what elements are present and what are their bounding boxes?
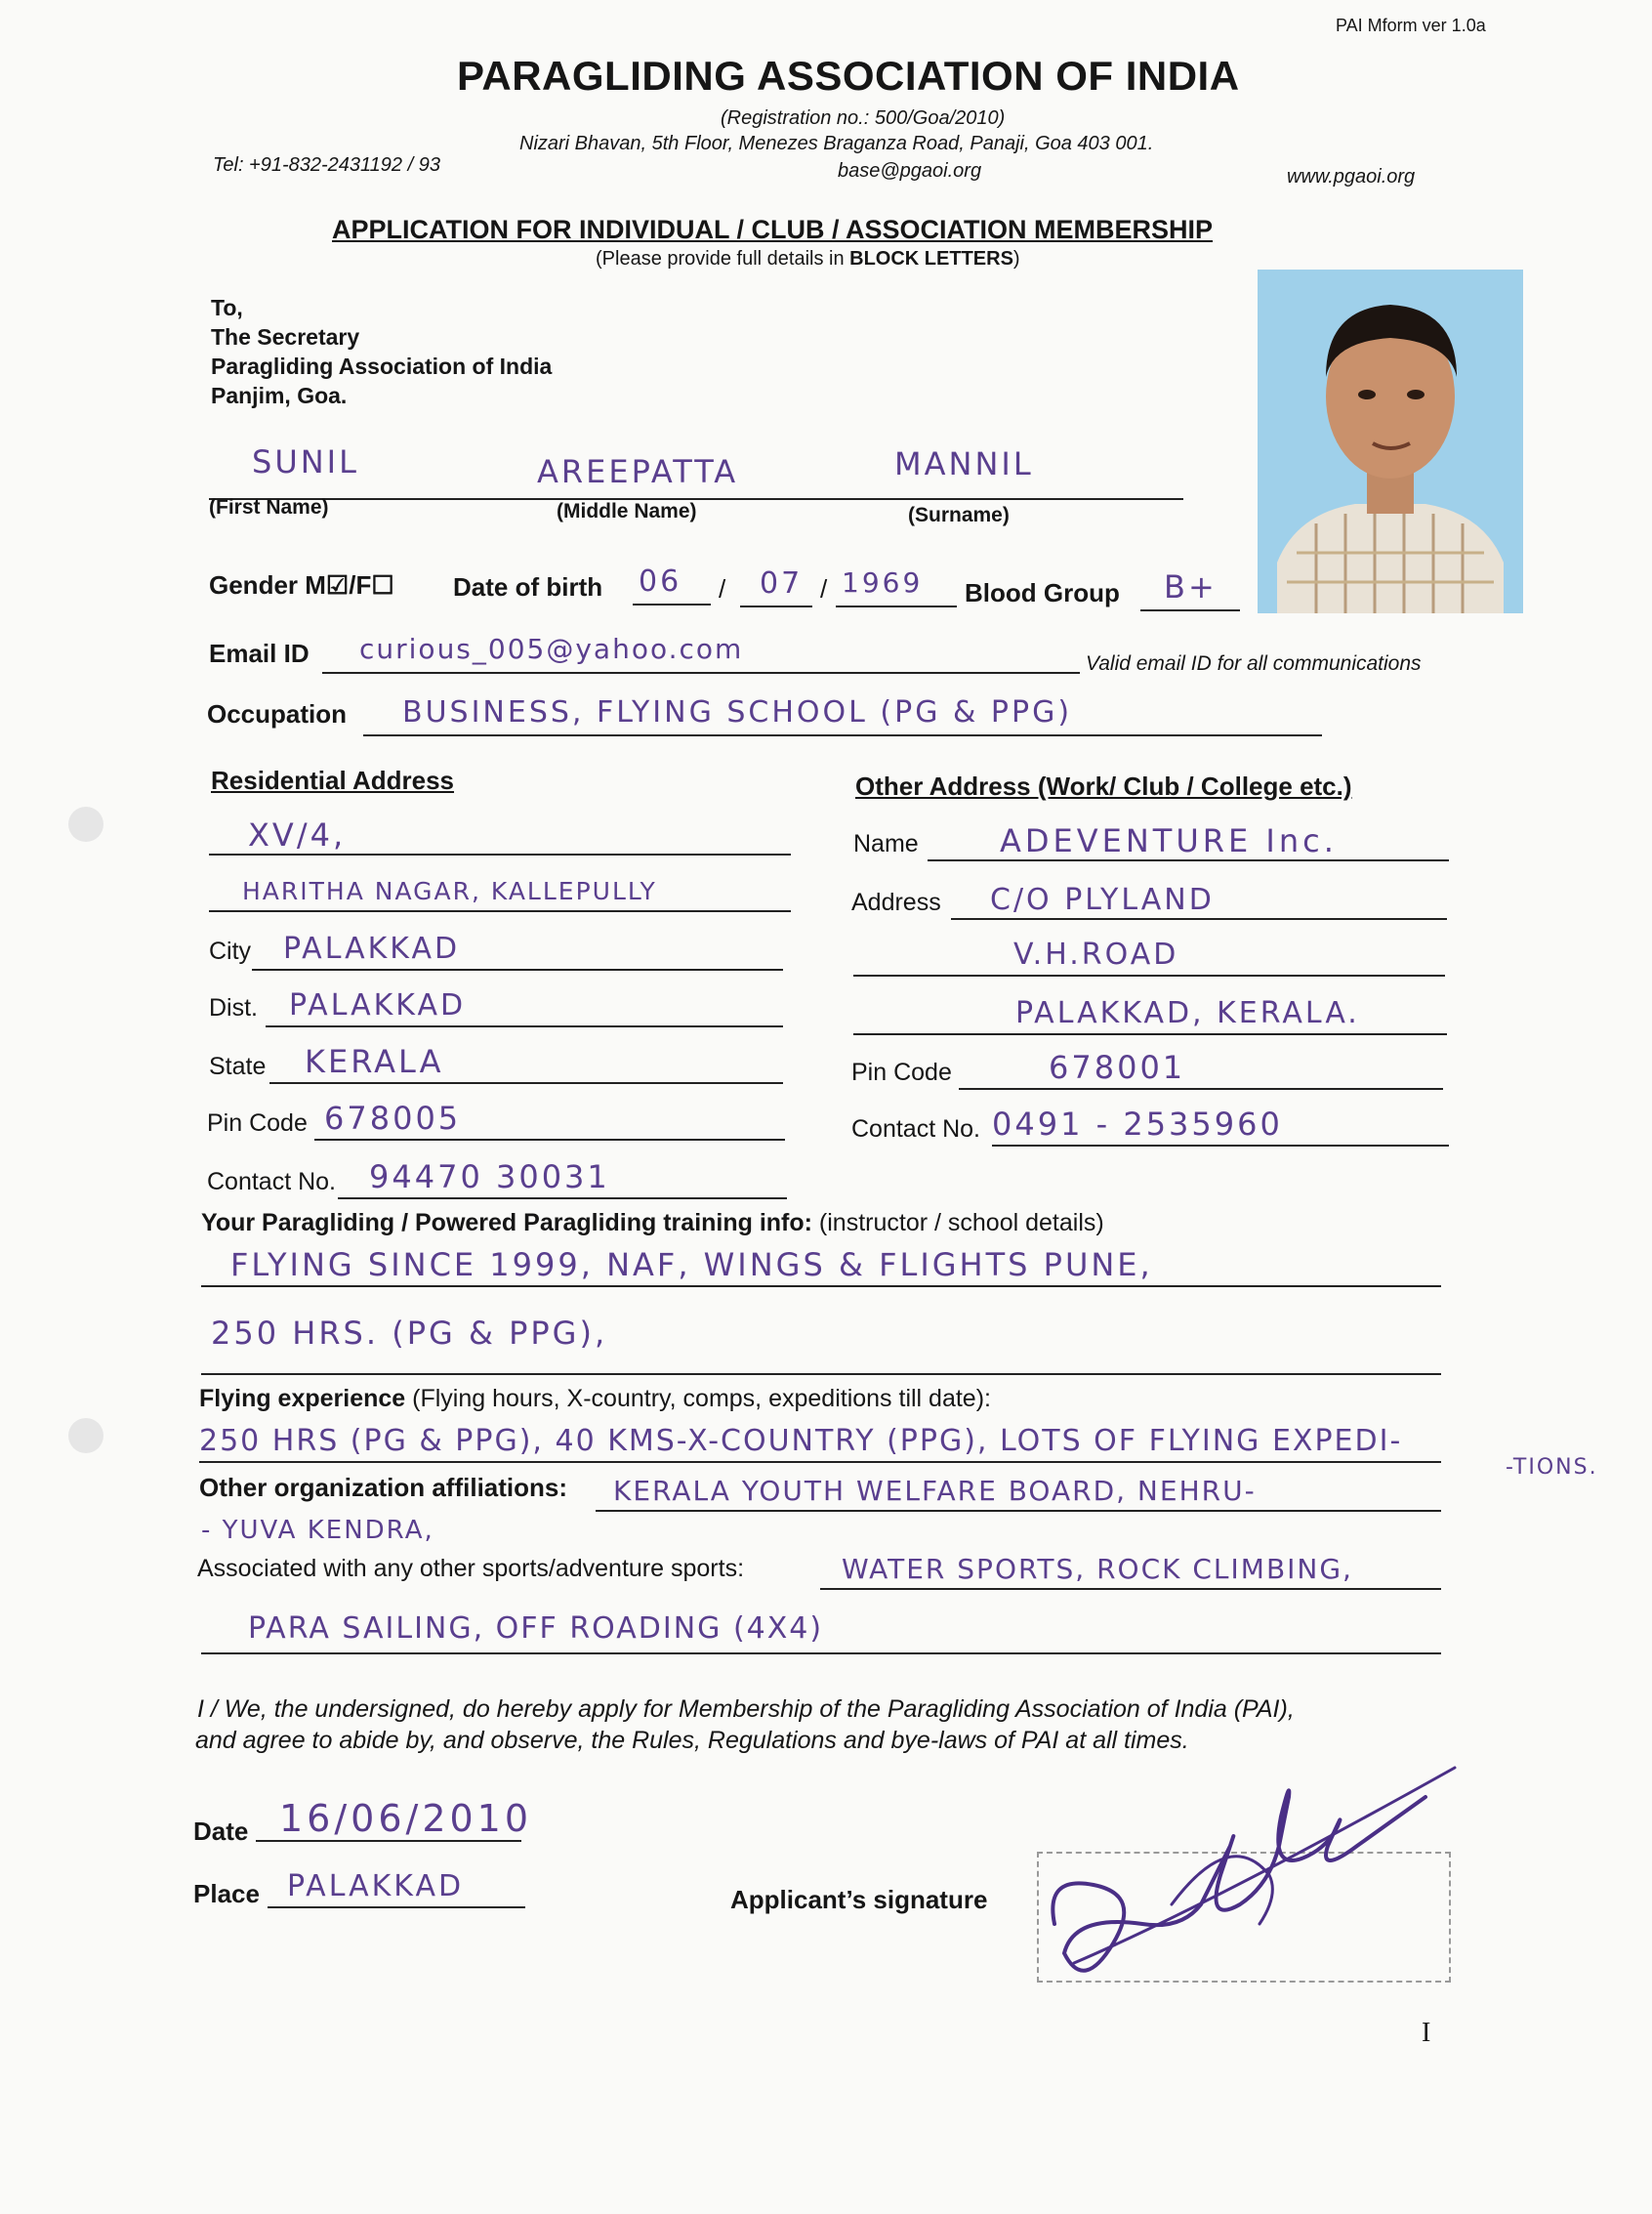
date-label: Date	[193, 1817, 249, 1846]
training-line-2-value: 250 HRS. (PG & PPG),	[211, 1315, 608, 1352]
dist-underline	[266, 1025, 783, 1027]
first-name-label: (First Name)	[209, 496, 329, 519]
other-address-line-3-value: PALAKKAD, KERALA.	[1015, 996, 1360, 1030]
sports-label: Associated with any other sports/adventure sports:	[197, 1555, 745, 1582]
occupation-underline	[363, 734, 1322, 736]
city-underline	[252, 969, 783, 971]
middle-name-value: AREEPATTA	[537, 453, 739, 490]
residential-heading: Residential Address	[211, 766, 455, 795]
addressee-line-3: Panjim, Goa.	[211, 383, 348, 408]
training-line-2-underline	[201, 1373, 1441, 1375]
experience-line-1-continuation: -TIONS.	[1506, 1455, 1598, 1480]
punch-hole-top	[68, 807, 103, 842]
residential-contact-value: 94470 30031	[369, 1158, 610, 1195]
training-line-1-value: FLYING SINCE 1999, NAF, WINGS & FLIGHTS PUNE,	[230, 1246, 1153, 1283]
residential-line-1-value: XV/4,	[248, 816, 347, 854]
dob-year-underline	[836, 606, 957, 607]
form-title: APPLICATION FOR INDIVIDUAL / CLUB / ASSOCIATION MEMBERSHIP	[332, 215, 1214, 244]
org-telephone: Tel: +91-832-2431192 / 93	[213, 154, 440, 176]
experience-label: Flying experience (Flying hours, X-country, comps, expeditions till date):	[199, 1385, 991, 1412]
state-underline	[269, 1082, 783, 1084]
org-address: Nizari Bhavan, 5th Floor, Menezes Braganza Road, Panaji, Goa 403 001.	[519, 133, 1154, 154]
applicant-signature	[1035, 1758, 1465, 2012]
gender-male-checkbox[interactable]: ☑	[325, 570, 350, 600]
other-name-label: Name	[853, 830, 919, 857]
email-label: Email ID	[209, 639, 310, 668]
city-value: PALAKKAD	[283, 932, 461, 966]
org-name: PARAGLIDING ASSOCIATION OF INDIA	[457, 53, 1240, 99]
form-version: PAI Mform ver 1.0a	[1336, 16, 1486, 35]
form-instruction: (Please provide full details in BLOCK LETTERS)	[596, 248, 1020, 270]
dob-month-value: 07	[760, 566, 804, 601]
state-label: State	[209, 1053, 267, 1080]
affiliations-line-1-value: KERALA YOUTH WELFARE BOARD, NEHRU-	[613, 1475, 1257, 1507]
occupation-value: BUSINESS, FLYING SCHOOL (PG & PPG)	[402, 695, 1073, 730]
affiliations-label: Other organization affiliations:	[199, 1473, 568, 1502]
dob-day-underline	[633, 604, 711, 606]
residential-line-2-underline	[209, 910, 791, 912]
training-label: Your Paragliding / Powered Paragliding training info: (instructor / school details)	[201, 1209, 1104, 1236]
dob-day-value: 06	[639, 564, 682, 599]
city-label: City	[209, 938, 252, 965]
occupation-label: Occupation	[207, 699, 348, 729]
training-line-1-underline	[201, 1285, 1441, 1287]
gender-label: Gender M☑/F☐	[209, 570, 394, 600]
surname-value: MANNIL	[894, 445, 1034, 482]
residential-pin-value: 678005	[324, 1100, 462, 1137]
experience-line-1-value: 250 HRS (PG & PPG), 40 KMS-X-COUNTRY (PPG), LOTS OF FLYING EXPEDI-	[199, 1424, 1403, 1458]
other-address-line-1-underline	[951, 918, 1447, 920]
punch-hole-bottom	[68, 1418, 103, 1453]
declaration-line-2: and agree to abide by, and observe, the Rules, Regulations and bye-laws of PAI at all times.	[195, 1727, 1189, 1754]
registration-number: (Registration no.: 500/Goa/2010)	[721, 107, 1006, 129]
residential-pin-underline	[314, 1139, 785, 1141]
place-value: PALAKKAD	[287, 1869, 465, 1903]
residential-pin-label: Pin Code	[207, 1109, 308, 1137]
blood-group-underline	[1140, 609, 1240, 611]
sports-line-2-underline	[201, 1652, 1441, 1654]
addressee-to: To,	[211, 295, 243, 320]
blood-group-label: Blood Group	[965, 578, 1120, 607]
residential-contact-underline	[338, 1197, 787, 1199]
sports-line-1-underline	[820, 1588, 1441, 1590]
other-address-line-3-underline	[853, 1033, 1447, 1035]
other-contact-underline	[992, 1145, 1449, 1147]
applicant-photo	[1258, 270, 1523, 613]
addressee-line-1: The Secretary	[211, 324, 360, 350]
applicant-portrait-illustration	[1258, 270, 1523, 613]
org-website: www.pgaoi.org	[1287, 166, 1416, 188]
other-address-line-1-value: C/O PLYLAND	[990, 883, 1215, 917]
signature-label: Applicant’s signature	[730, 1885, 988, 1914]
residential-line-2-value: HARITHA NAGAR, KALLEPULLY	[242, 877, 657, 905]
place-label: Place	[193, 1879, 260, 1908]
dob-separator-2: /	[820, 574, 828, 604]
dist-value: PALAKKAD	[289, 988, 467, 1023]
dob-month-underline	[740, 606, 812, 607]
sports-line-1-value: WATER SPORTS, ROCK CLIMBING,	[842, 1553, 1353, 1585]
email-note: Valid email ID for all communications	[1086, 652, 1422, 675]
affiliations-line-2-value: - YUVA KENDRA,	[201, 1516, 434, 1545]
dist-label: Dist.	[209, 994, 258, 1022]
blood-group-value: B+	[1164, 568, 1218, 606]
surname-label: (Surname)	[908, 504, 1010, 526]
other-pin-value: 678001	[1049, 1049, 1186, 1086]
date-value: 16/06/2010	[279, 1797, 533, 1840]
other-address-line-2-underline	[853, 975, 1445, 977]
other-contact-value: 0491 - 2535960	[992, 1106, 1283, 1143]
declaration-line-1: I / We, the undersigned, do hereby apply for Membership of the Paragliding Association of India (PAI),	[197, 1695, 1295, 1723]
dob-separator-1: /	[719, 574, 726, 604]
other-address-label: Address	[851, 889, 941, 916]
other-name-value: ADEVENTURE Inc.	[1000, 822, 1338, 859]
other-name-underline	[928, 859, 1449, 861]
other-pin-underline	[959, 1088, 1443, 1090]
date-underline	[256, 1840, 521, 1842]
other-contact-label: Contact No.	[851, 1115, 981, 1143]
page-mark: I	[1422, 2018, 1431, 2048]
residential-line-1-underline	[209, 854, 791, 856]
org-email: base@pgaoi.org	[838, 160, 982, 182]
middle-name-label: (Middle Name)	[557, 500, 697, 522]
place-underline	[268, 1906, 525, 1908]
state-value: KERALA	[305, 1043, 444, 1080]
experience-underline	[199, 1461, 1441, 1463]
other-address-heading: Other Address (Work/ Club / College etc.)	[855, 772, 1352, 801]
email-underline	[322, 672, 1080, 674]
dob-year-value: 1969	[842, 566, 924, 599]
residential-contact-label: Contact No.	[207, 1168, 337, 1195]
addressee-line-2: Paragliding Association of India	[211, 354, 553, 379]
sports-line-2-value: PARA SAILING, OFF ROADING (4X4)	[248, 1611, 824, 1646]
dob-label: Date of birth	[453, 572, 603, 602]
gender-female-checkbox[interactable]: ☐	[371, 570, 394, 600]
affiliations-underline	[596, 1510, 1441, 1512]
email-value: curious_005@yahoo.com	[359, 633, 744, 665]
other-address-line-2-value: V.H.ROAD	[1013, 938, 1179, 972]
first-name-value: SUNIL	[252, 443, 359, 480]
other-pin-label: Pin Code	[851, 1059, 952, 1086]
